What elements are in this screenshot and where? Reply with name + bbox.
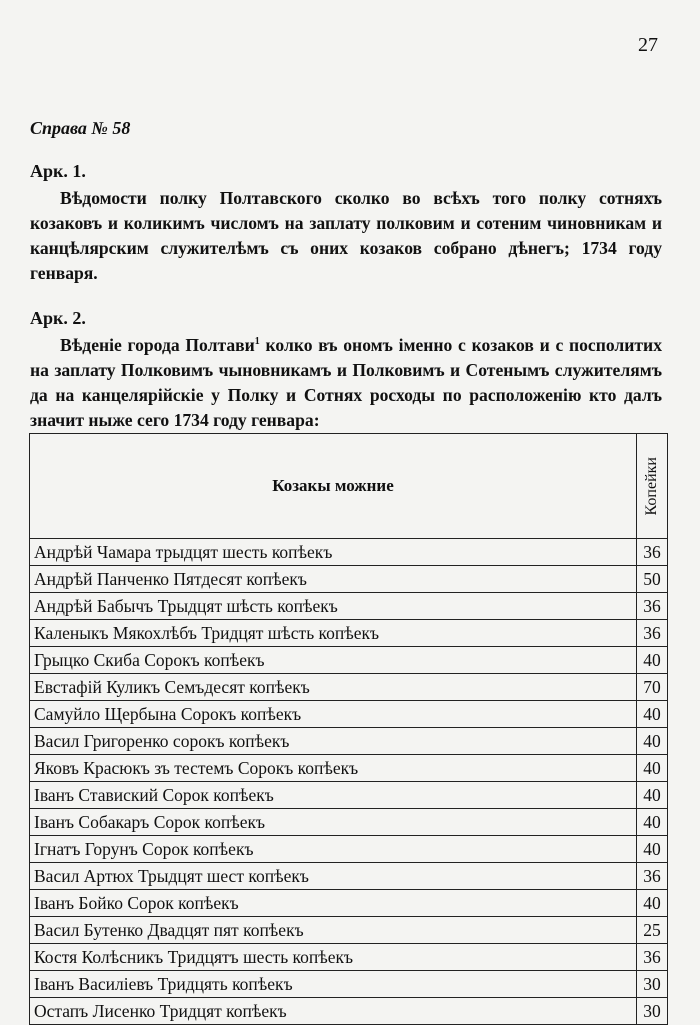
person-entry: Васил Григоренко сорокъ копѣекъ	[30, 728, 637, 755]
person-entry: Андрѣй Чамара трыдцят шесть копѣекъ	[30, 539, 637, 566]
table-row	[30, 863, 668, 890]
kopecks-amount: 36	[637, 863, 668, 890]
section-text-2-end: колко въ ономъ іменно с козаков и с посполитих на заплату Полковимъ чыновникамъ и Полковимъ и Сотенымъ служителямъ да на канцелярійскіе у Полку и Сотнях росходы по расположенію кто далъ значит ныже сего 1734 году генвара:	[30, 335, 662, 430]
person-entry: Іванъ Василіевъ Тридцять копѣекъ	[30, 971, 637, 998]
person-entry: Грыцко Скиба Сорокъ копѣекъ	[30, 647, 637, 674]
kopecks-amount: 40	[637, 647, 668, 674]
kopecks-amount: 40	[637, 890, 668, 917]
kopecks-amount: 25	[637, 917, 668, 944]
kopecks-header-label: Копейки	[643, 456, 660, 516]
table-row	[30, 755, 668, 782]
kopecks-amount: 30	[637, 998, 668, 1025]
kopecks-amount: 70	[637, 674, 668, 701]
kopecks-amount: 40	[637, 728, 668, 755]
footnote-marker: 1	[254, 336, 260, 348]
person-entry: Яковъ Красюкъ зъ тестемъ Сорокъ копѣекъ	[30, 755, 637, 782]
person-entry: Самуйло Щербына Сорокъ копѣекъ	[30, 701, 637, 728]
table-body	[30, 539, 668, 1025]
table-row	[30, 836, 668, 863]
table-row	[30, 647, 668, 674]
kopecks-amount: 40	[637, 836, 668, 863]
table-row	[30, 593, 668, 620]
kopecks-amount: 40	[637, 782, 668, 809]
table-row	[30, 917, 668, 944]
person-entry: Васил Бутенко Двадцят пят копѣекъ	[30, 917, 637, 944]
section-text-2	[30, 333, 662, 433]
person-entry: Ігнатъ Горунъ Сорок копѣекъ	[30, 836, 637, 863]
person-entry: Евстафій Куликъ Семъдесят копѣекъ	[30, 674, 637, 701]
table-row	[30, 620, 668, 647]
kopecks-amount: 36	[637, 539, 668, 566]
kopecks-amount: 30	[637, 971, 668, 998]
person-entry: Остапъ Лисенко Тридцят копѣекъ	[30, 998, 637, 1025]
table-row	[30, 539, 668, 566]
person-entry: Андрѣй Бабычъ Трыдцят шѣсть копѣекъ	[30, 593, 637, 620]
person-entry: Васил Артюх Трыдцят шест копѣекъ	[30, 863, 637, 890]
section-label-1: Арк. 1.	[30, 161, 86, 181]
person-entry: Костя Колѣсникъ Тридцятъ шесть копѣекъ	[30, 944, 637, 971]
group-header: Козакы можние	[30, 434, 637, 539]
kopecks-amount: 50	[637, 566, 668, 593]
case-title: Справа № 58	[30, 118, 131, 138]
table-row	[30, 998, 668, 1025]
kopecks-amount: 36	[637, 620, 668, 647]
person-entry: Каленыкъ Мякохлѣбъ Тридцят шѣсть копѣекъ	[30, 620, 637, 647]
person-entry: Іванъ Собакаръ Сорок копѣекъ	[30, 809, 637, 836]
table-row	[30, 971, 668, 998]
section-text-2-start: Вѣденіе города Полтави	[60, 335, 255, 355]
section-label-2: Арк. 2.	[30, 308, 86, 328]
kopecks-amount: 40	[637, 809, 668, 836]
table-row	[30, 890, 668, 917]
person-entry: Іванъ Бойко Сорок копѣекъ	[30, 890, 637, 917]
table-row	[30, 674, 668, 701]
kopecks-amount: 36	[637, 944, 668, 971]
section-text-1: Вѣдомости полку Полтавского сколко во всѣхъ того полку сотняхъ козаковъ и коликимъ числомъ на заплату полковим и сотеним чиновникам и канцѣлярским служителѣмъ съ оних козаков собрано дѣнегъ; 1734 году генваря.	[30, 188, 662, 283]
table-row	[30, 701, 668, 728]
person-entry: Андрѣй Панченко Пятдесят копѣекъ	[30, 566, 637, 593]
table-header-row	[30, 434, 668, 539]
table-row	[30, 566, 668, 593]
table-row	[30, 809, 668, 836]
page-content	[30, 118, 662, 1025]
table-row	[30, 728, 668, 755]
payments-table	[29, 433, 668, 1025]
kopecks-column-header	[637, 434, 668, 539]
table-row	[30, 782, 668, 809]
table-row	[30, 944, 668, 971]
person-entry: Іванъ Ставиский Сорок копѣекъ	[30, 782, 637, 809]
kopecks-amount: 40	[637, 755, 668, 782]
page-number: 27	[638, 34, 658, 56]
kopecks-amount: 40	[637, 701, 668, 728]
kopecks-amount: 36	[637, 593, 668, 620]
